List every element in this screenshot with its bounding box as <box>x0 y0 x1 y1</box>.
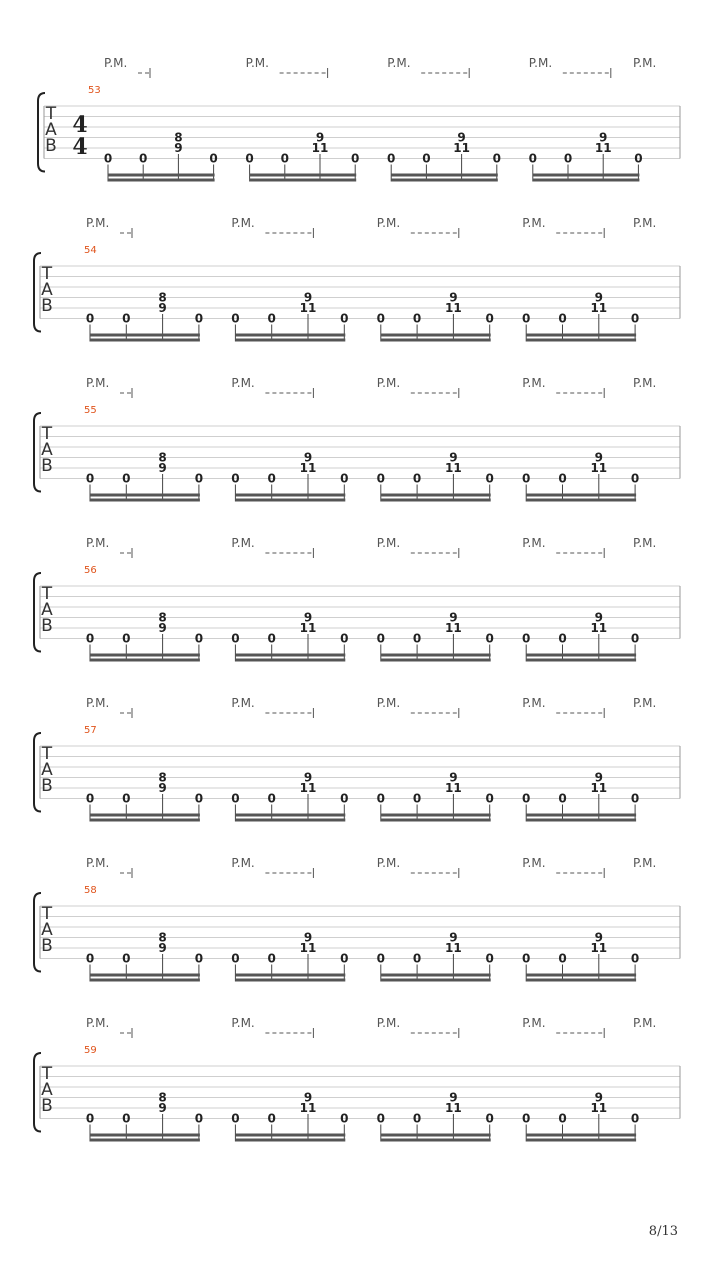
fret-number: 9 <box>449 450 458 465</box>
palm-mute-label: P.M. <box>387 56 411 70</box>
beam-secondary <box>90 974 200 977</box>
palm-mute-label: P.M. <box>522 1016 546 1030</box>
fret-number: 8 <box>158 930 167 945</box>
tab-clef-letter: T <box>41 744 53 764</box>
beam-primary <box>526 659 636 662</box>
beam-primary <box>391 179 498 182</box>
palm-mute-label: P.M. <box>522 376 546 390</box>
palm-mute-label: P.M. <box>633 536 657 550</box>
beam-secondary <box>381 1134 491 1137</box>
fret-number: 0 <box>103 151 113 166</box>
fret-number: 0 <box>485 791 494 806</box>
beam-secondary <box>235 494 345 497</box>
fret-number: 9 <box>457 130 466 145</box>
fret-number: 11 <box>299 1101 317 1115</box>
palm-mute-label: P.M. <box>231 216 255 230</box>
fret-number: 0 <box>630 791 640 806</box>
fret-number: 9 <box>158 461 167 475</box>
beam-secondary <box>381 974 491 977</box>
palm-mute-label: P.M. <box>104 56 128 70</box>
beam-secondary <box>526 1134 636 1137</box>
fret-number: 0 <box>376 471 385 486</box>
fret-number: 0 <box>630 471 640 486</box>
fret-number: 9 <box>158 941 167 955</box>
beam-secondary <box>90 814 200 817</box>
fret-number: 11 <box>445 781 462 795</box>
beam-primary <box>235 979 345 982</box>
palm-mute-label: P.M. <box>376 856 401 870</box>
palm-mute-label: P.M. <box>231 856 255 870</box>
tab-clef-letter: A <box>45 120 57 140</box>
fret-number: 0 <box>412 951 422 966</box>
fret-number: 9 <box>594 1090 603 1105</box>
measure-number: 59 <box>84 1045 97 1056</box>
palm-mute-label: P.M. <box>376 1016 401 1030</box>
fret-number: 9 <box>303 610 313 625</box>
fret-number: 11 <box>590 781 608 795</box>
fret-number: 9 <box>303 1090 313 1105</box>
fret-number: 0 <box>528 151 537 166</box>
palm-mute-label: P.M. <box>633 216 657 230</box>
fret-number: 0 <box>485 311 494 326</box>
fret-number: 0 <box>558 1111 567 1126</box>
tab-system <box>34 856 680 982</box>
palm-mute-label: P.M. <box>633 856 657 870</box>
tab-clef-letter: B <box>41 456 53 476</box>
palm-mute-label: P.M. <box>522 536 546 550</box>
tab-system <box>38 56 680 182</box>
fret-number: 0 <box>376 631 385 646</box>
tab-clef-letter: T <box>41 424 53 444</box>
beam-secondary <box>235 1134 345 1137</box>
palm-mute-label: P.M. <box>231 696 255 710</box>
fret-number: 0 <box>412 471 422 486</box>
beam-secondary <box>90 334 200 337</box>
fret-number: 9 <box>303 930 313 945</box>
beam-primary <box>526 819 636 822</box>
beam-primary <box>235 499 345 502</box>
fret-number: 0 <box>412 311 422 326</box>
fret-number: 0 <box>85 951 95 966</box>
fret-number: 0 <box>122 631 131 646</box>
fret-number: 0 <box>231 1111 240 1126</box>
tab-system <box>34 696 680 822</box>
tab-clef-letter: A <box>41 440 53 460</box>
tab-system <box>34 376 680 502</box>
fret-number: 0 <box>122 311 131 326</box>
fret-number: 11 <box>590 621 608 635</box>
fret-number: 0 <box>340 791 349 806</box>
fret-number: 8 <box>158 290 167 305</box>
tab-clef-letter: B <box>41 936 53 956</box>
beam-secondary <box>90 1134 200 1137</box>
fret-number: 0 <box>558 471 567 486</box>
beam-primary <box>90 659 200 662</box>
fret-number: 0 <box>267 471 276 486</box>
fret-number: 9 <box>599 130 608 145</box>
fret-number: 9 <box>158 1101 167 1115</box>
fret-number: 9 <box>303 450 313 465</box>
fret-number: 0 <box>422 151 431 166</box>
fret-number: 0 <box>122 791 131 806</box>
measure-number: 57 <box>84 725 97 736</box>
beam-secondary <box>526 334 636 337</box>
fret-number: 0 <box>412 1111 422 1126</box>
fret-number: 9 <box>594 290 603 305</box>
tab-system <box>34 216 680 342</box>
fret-number: 11 <box>590 941 608 955</box>
fret-number: 11 <box>299 781 317 795</box>
fret-number: 8 <box>174 130 183 145</box>
fret-number: 0 <box>485 1111 494 1126</box>
fret-number: 0 <box>231 311 240 326</box>
fret-number: 9 <box>303 290 313 305</box>
fret-number: 8 <box>158 770 167 785</box>
fret-number: 0 <box>122 471 131 486</box>
palm-mute-label: P.M. <box>522 856 546 870</box>
fret-number: 0 <box>340 631 349 646</box>
fret-number: 0 <box>231 791 240 806</box>
fret-number: 0 <box>340 951 349 966</box>
measure-number: 56 <box>84 565 97 576</box>
beam-primary <box>90 499 200 502</box>
beam-primary <box>526 979 636 982</box>
beam-secondary <box>526 814 636 817</box>
beam-primary <box>235 339 345 342</box>
fret-number: 0 <box>267 791 276 806</box>
beam-secondary <box>250 174 357 177</box>
beam-primary <box>235 1139 345 1142</box>
fret-number: 0 <box>280 151 289 166</box>
fret-number: 0 <box>630 631 640 646</box>
beam-primary <box>108 179 215 182</box>
tab-clef-letter: A <box>41 760 53 780</box>
palm-mute-label: P.M. <box>231 376 255 390</box>
tab-clef-letter: A <box>41 1080 53 1100</box>
tab-clef-letter: T <box>41 264 53 284</box>
fret-number: 0 <box>245 151 254 166</box>
beam-primary <box>250 179 357 182</box>
fret-number: 0 <box>376 951 385 966</box>
palm-mute-label: P.M. <box>522 216 546 230</box>
tab-system <box>34 1016 680 1142</box>
fret-number: 9 <box>174 141 183 155</box>
palm-mute-label: P.M. <box>633 1016 657 1030</box>
fret-number: 0 <box>85 471 95 486</box>
palm-mute-label: P.M. <box>86 216 110 230</box>
fret-number: 0 <box>558 791 567 806</box>
palm-mute-label: P.M. <box>86 1016 110 1030</box>
fret-number: 0 <box>485 631 494 646</box>
beam-secondary <box>235 654 345 657</box>
beam-primary <box>381 819 491 822</box>
palm-mute-label: P.M. <box>522 696 546 710</box>
fret-number: 0 <box>522 311 531 326</box>
measure-number: 55 <box>84 405 97 416</box>
fret-number: 0 <box>485 471 494 486</box>
fret-number: 9 <box>594 450 603 465</box>
fret-number: 0 <box>194 311 204 326</box>
fret-number: 9 <box>158 301 167 315</box>
beam-secondary <box>526 494 636 497</box>
systems-container <box>34 56 680 1142</box>
beam-secondary <box>235 334 345 337</box>
beam-secondary <box>235 974 345 977</box>
fret-number: 0 <box>85 1111 95 1126</box>
palm-mute-label: P.M. <box>86 376 110 390</box>
time-signature-denominator: 4 <box>72 134 88 160</box>
fret-number: 11 <box>445 941 462 955</box>
fret-number: 0 <box>231 951 240 966</box>
fret-number: 11 <box>299 941 317 955</box>
fret-number: 11 <box>299 301 317 315</box>
tab-clef-letter: B <box>41 296 53 316</box>
fret-number: 0 <box>630 1111 640 1126</box>
fret-number: 0 <box>492 151 501 166</box>
fret-number: 0 <box>194 1111 204 1126</box>
beam-secondary <box>526 654 636 657</box>
beam-primary <box>526 1139 636 1142</box>
fret-number: 9 <box>449 290 458 305</box>
fret-number: 0 <box>267 631 276 646</box>
beam-primary <box>381 979 491 982</box>
beam-secondary <box>391 174 498 177</box>
beam-secondary <box>533 174 640 177</box>
fret-number: 0 <box>194 951 204 966</box>
measure-number: 58 <box>84 885 97 896</box>
fret-number: 11 <box>299 621 317 635</box>
time-signature-numerator: 4 <box>72 112 88 138</box>
fret-number: 0 <box>634 151 643 166</box>
fret-number: 0 <box>522 791 531 806</box>
fret-number: 0 <box>194 471 204 486</box>
fret-number: 0 <box>376 311 385 326</box>
palm-mute-label: P.M. <box>86 536 110 550</box>
fret-number: 9 <box>158 621 167 635</box>
fret-number: 0 <box>85 791 95 806</box>
palm-mute-label: P.M. <box>633 376 657 390</box>
fret-number: 0 <box>412 631 422 646</box>
fret-number: 11 <box>590 1101 608 1115</box>
fret-number: 11 <box>445 461 462 475</box>
fret-number: 0 <box>522 631 531 646</box>
fret-number: 0 <box>209 151 218 166</box>
tab-clef-letter: T <box>41 584 53 604</box>
palm-mute-label: P.M. <box>528 56 553 70</box>
fret-number: 0 <box>194 791 204 806</box>
fret-number: 8 <box>158 610 167 625</box>
beam-primary <box>526 339 636 342</box>
fret-number: 11 <box>453 141 470 155</box>
fret-number: 0 <box>340 471 349 486</box>
tab-clef-letter: T <box>45 104 57 124</box>
beam-primary <box>381 1139 491 1142</box>
fret-number: 0 <box>267 1111 276 1126</box>
fret-number: 11 <box>445 621 462 635</box>
page-number: 8/13 <box>648 1224 678 1239</box>
beam-secondary <box>108 174 215 177</box>
fret-number: 9 <box>315 130 325 145</box>
beam-secondary <box>526 974 636 977</box>
tab-clef-letter: B <box>45 136 57 156</box>
beam-secondary <box>90 494 200 497</box>
beam-primary <box>90 339 200 342</box>
palm-mute-label: P.M. <box>376 536 401 550</box>
fret-number: 11 <box>590 461 608 475</box>
beam-secondary <box>381 334 491 337</box>
beam-primary <box>526 499 636 502</box>
tab-clef-letter: B <box>41 616 53 636</box>
fret-number: 9 <box>449 930 458 945</box>
fret-number: 11 <box>299 461 317 475</box>
fret-number: 0 <box>267 311 276 326</box>
palm-mute-label: P.M. <box>86 696 110 710</box>
fret-number: 0 <box>558 631 567 646</box>
fret-number: 0 <box>558 311 567 326</box>
fret-number: 0 <box>558 951 567 966</box>
tab-clef-letter: B <box>41 776 53 796</box>
fret-number: 0 <box>231 471 240 486</box>
fret-number: 0 <box>376 791 385 806</box>
palm-mute-label: P.M. <box>633 696 657 710</box>
fret-number: 0 <box>387 151 396 166</box>
fret-number: 0 <box>522 951 531 966</box>
fret-number: 9 <box>594 610 603 625</box>
fret-number: 0 <box>267 951 276 966</box>
beam-secondary <box>381 654 491 657</box>
palm-mute-label: P.M. <box>376 376 401 390</box>
beam-secondary <box>235 814 345 817</box>
fret-number: 9 <box>594 930 603 945</box>
fret-number: 8 <box>158 450 167 465</box>
tab-clef-letter: A <box>41 280 53 300</box>
beam-primary <box>235 659 345 662</box>
beam-secondary <box>90 654 200 657</box>
fret-number: 0 <box>340 1111 349 1126</box>
fret-number: 0 <box>563 151 573 166</box>
fret-number: 0 <box>122 951 131 966</box>
beam-primary <box>90 979 200 982</box>
tab-clef-letter: A <box>41 600 53 620</box>
palm-mute-label: P.M. <box>376 216 401 230</box>
fret-number: 11 <box>590 301 608 315</box>
fret-number: 0 <box>412 791 422 806</box>
tab-clef-letter: T <box>41 904 53 924</box>
tab-clef-letter: B <box>41 1096 53 1116</box>
fret-number: 0 <box>122 1111 131 1126</box>
fret-number: 0 <box>194 631 204 646</box>
fret-number: 0 <box>630 951 640 966</box>
beam-primary <box>90 819 200 822</box>
beam-primary <box>90 1139 200 1142</box>
fret-number: 0 <box>485 951 494 966</box>
palm-mute-label: P.M. <box>231 536 255 550</box>
fret-number: 0 <box>231 631 240 646</box>
beam-primary <box>235 819 345 822</box>
fret-number: 9 <box>158 781 167 795</box>
fret-number: 0 <box>522 1111 531 1126</box>
tab-clef-letter: T <box>41 1064 53 1084</box>
fret-number: 11 <box>594 141 612 155</box>
fret-number: 9 <box>303 770 313 785</box>
fret-number: 0 <box>351 151 360 166</box>
fret-number: 9 <box>449 1090 458 1105</box>
fret-number: 9 <box>594 770 603 785</box>
palm-mute-label: P.M. <box>376 696 401 710</box>
palm-mute-label: P.M. <box>86 856 110 870</box>
palm-mute-label: P.M. <box>245 56 269 70</box>
palm-mute-label: P.M. <box>231 1016 255 1030</box>
beam-secondary <box>381 494 491 497</box>
fret-number: 0 <box>376 1111 385 1126</box>
beam-primary <box>533 179 640 182</box>
fret-number: 9 <box>449 770 458 785</box>
beam-primary <box>381 659 491 662</box>
fret-number: 0 <box>630 311 640 326</box>
fret-number: 8 <box>158 1090 167 1105</box>
palm-mute-label: P.M. <box>633 56 657 70</box>
beam-secondary <box>381 814 491 817</box>
fret-number: 0 <box>85 631 95 646</box>
beam-primary <box>381 499 491 502</box>
tab-clef-letter: A <box>41 920 53 940</box>
measure-number: 54 <box>84 245 97 256</box>
fret-number: 0 <box>139 151 148 166</box>
beam-primary <box>381 339 491 342</box>
fret-number: 9 <box>449 610 458 625</box>
fret-number: 11 <box>311 141 329 155</box>
fret-number: 0 <box>85 311 95 326</box>
fret-number: 11 <box>445 1101 462 1115</box>
tab-system <box>34 536 680 662</box>
fret-number: 0 <box>522 471 531 486</box>
fret-number: 11 <box>445 301 462 315</box>
fret-number: 0 <box>340 311 349 326</box>
measure-number: 53 <box>88 85 101 96</box>
